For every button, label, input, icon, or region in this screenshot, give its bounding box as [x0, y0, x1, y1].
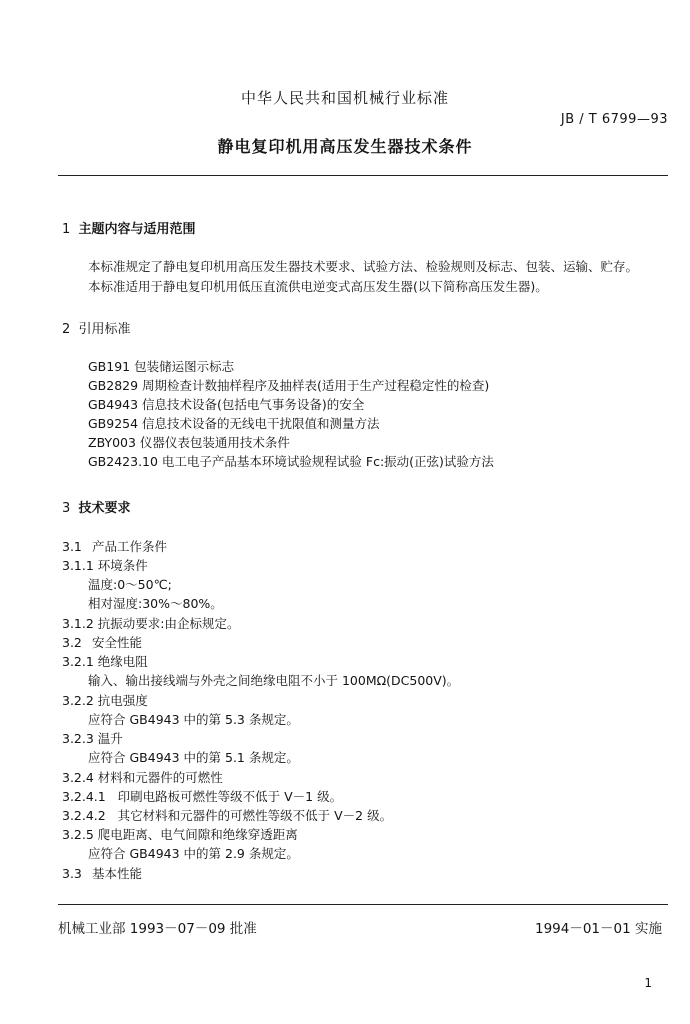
reference-standard: GB191 包装储运图示标志 [88, 359, 235, 374]
approval-date: 机械工业部 1993－07－09 批准 [58, 921, 257, 937]
reference-standard: GB2829 周期检查计数抽样程序及抽样表(适用于生产过程稳定性的检查) [88, 378, 490, 393]
clause-line: 应符合 GB4943 中的第 2.9 条规定。 [88, 846, 299, 861]
clause-line: 3.3 基本性能 [62, 866, 142, 881]
clause-line: 3.2.1 绝缘电阻 [62, 654, 148, 669]
clause-line: 3.2.3 温升 [62, 731, 123, 746]
clause-line: 3.1.2 抗振动要求:由企标规定。 [62, 616, 240, 631]
footer-divider [58, 904, 668, 905]
clause-line: 3.1.1 环境条件 [62, 558, 148, 573]
section-1-heading: 1 主题内容与适用范围 [62, 222, 196, 237]
clause-line: 应符合 GB4943 中的第 5.3 条规定。 [88, 712, 299, 727]
clause-line: 输入、输出接线端与外壳之间绝缘电阻不小于 100MΩ(DC500V)。 [88, 673, 460, 688]
page-number: 1 [644, 976, 652, 990]
implementation-date: 1994－01－01 实施 [534, 921, 662, 937]
standard-code: JB / T 6799—93 [560, 112, 668, 127]
section-2-heading: 2 引用标准 [62, 322, 131, 337]
reference-standard: ZBY003 仪器仪表包装通用技术条件 [88, 435, 290, 450]
clause-line: 3.2.4 材料和元器件的可燃性 [62, 770, 223, 785]
header-divider [58, 175, 668, 176]
section-3-heading: 3 技术要求 [62, 501, 131, 516]
reference-standard: GB4943 信息技术设备(包括电气事务设备)的安全 [88, 397, 365, 412]
clause-line: 温度:0～50℃; [88, 577, 172, 592]
reference-standard: GB9254 信息技术设备的无线电干扰限值和测量方法 [88, 416, 380, 431]
industry-standard-heading: 中华人民共和国机械行业标准 [240, 89, 449, 107]
clause-line: 3.2.2 抗电强度 [62, 693, 148, 708]
reference-standard: GB2423.10 电工电子产品基本环境试验规程试验 Fc:振动(正弦)试验方法 [88, 454, 494, 469]
section-1-paragraph: 本标准规定了静电复印机用高压发生器技术要求、试验方法、检验规则及标志、包装、运输、贮存。 [88, 259, 639, 274]
clause-line: 3.2.4.1 印刷电路板可燃性等级不低于 V－1 级。 [62, 789, 343, 804]
document-title: 静电复印机用高压发生器技术条件 [217, 137, 473, 156]
clause-line: 3.1 产品工作条件 [62, 539, 167, 554]
clause-line: 3.2 安全性能 [62, 635, 142, 650]
clause-line: 3.2.5 爬电距离、电气间隙和绝缘穿透距离 [62, 827, 298, 842]
clause-line: 相对湿度:30%～80%。 [88, 596, 223, 611]
clause-line: 应符合 GB4943 中的第 5.1 条规定。 [88, 750, 299, 765]
clause-line: 3.2.4.2 其它材料和元器件的可燃性等级不低于 V－2 级。 [62, 808, 393, 823]
section-1-paragraph: 本标准适用于静电复印机用低压直流供电逆变式高压发生器(以下简称高压发生器)。 [88, 279, 548, 294]
